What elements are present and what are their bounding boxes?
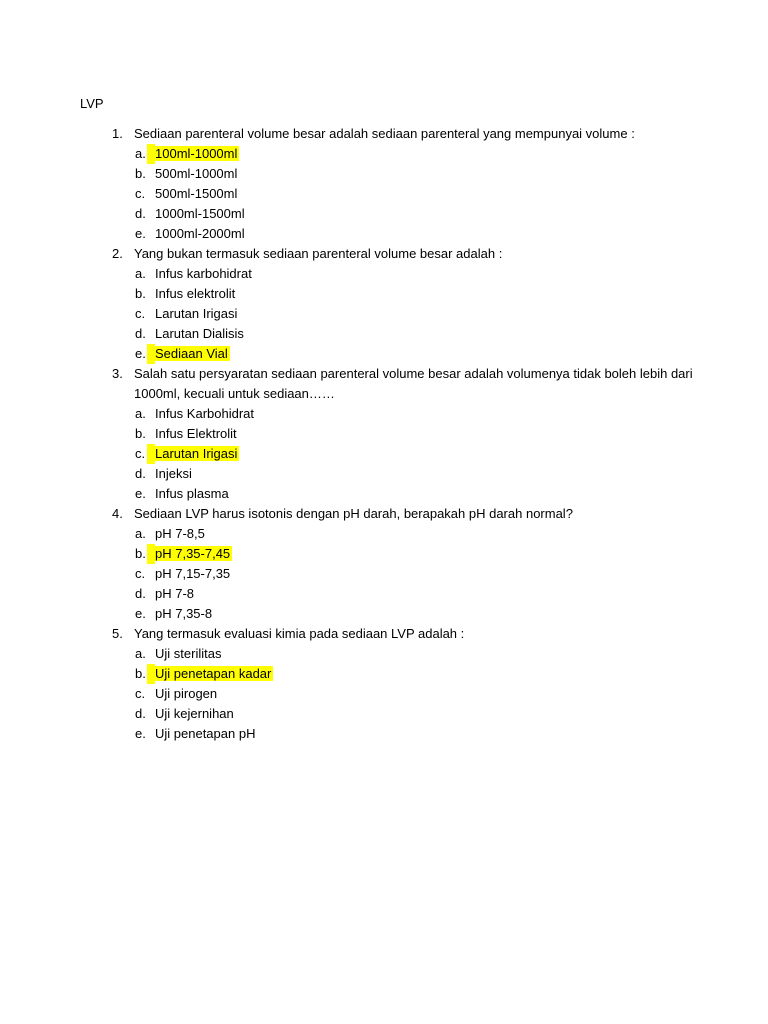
option-text: pH 7-8	[155, 586, 195, 601]
option-letter: c.	[135, 444, 155, 464]
option-letter: b.	[135, 286, 146, 301]
option-text-highlighted: 100ml-1000ml	[152, 146, 239, 161]
question-4	[80, 504, 700, 624]
option-e	[80, 224, 700, 244]
option-text: Uji kejernihan	[155, 706, 234, 721]
option-text: Injeksi	[155, 466, 192, 481]
option-list	[80, 404, 700, 504]
option-letter: a.	[135, 144, 155, 164]
option-text-highlighted: Uji penetapan kadar	[152, 666, 273, 681]
option-text: Larutan Dialisis	[155, 326, 244, 341]
question-text: Yang termasuk evaluasi kimia pada sediaan LVP adalah :	[134, 626, 465, 641]
option-b	[80, 664, 700, 684]
option-text: Infus plasma	[155, 486, 229, 501]
question-stem	[80, 624, 700, 644]
option-d	[80, 464, 700, 484]
option-text: 1000ml-2000ml	[155, 226, 245, 241]
question-stem	[80, 504, 700, 524]
question-3	[80, 364, 700, 504]
question-text: Sediaan LVP harus isotonis dengan pH darah, berapakah pH darah normal?	[134, 506, 573, 521]
option-a	[80, 264, 700, 284]
option-c	[80, 184, 700, 204]
option-d	[80, 204, 700, 224]
option-c	[80, 444, 700, 464]
option-letter: b.	[135, 426, 146, 441]
option-text: pH 7,15-7,35	[155, 566, 231, 581]
option-text: pH 7,35-8	[155, 606, 213, 621]
option-list	[80, 524, 700, 624]
option-letter: c.	[135, 306, 146, 321]
option-letter: b.	[135, 544, 155, 564]
option-letter: e.	[135, 726, 146, 741]
option-letter: d.	[135, 206, 146, 221]
option-text-highlighted: pH 7,35-7,45	[152, 546, 232, 561]
option-letter: e.	[135, 226, 146, 241]
option-d	[80, 704, 700, 724]
option-text: 500ml-1500ml	[155, 186, 238, 201]
option-e	[80, 344, 700, 364]
option-text: Uji sterilitas	[155, 646, 222, 661]
option-e	[80, 724, 700, 744]
option-letter: e.	[135, 486, 146, 501]
question-text: Sediaan parenteral volume besar adalah sediaan parenteral yang mempunyai volume :	[134, 126, 635, 141]
question-number: 1.	[112, 126, 123, 141]
option-text: Infus elektrolit	[155, 286, 236, 301]
option-b	[80, 544, 700, 564]
option-list	[80, 144, 700, 244]
question-number: 4.	[112, 506, 123, 521]
question-stem	[80, 364, 700, 404]
option-letter: d.	[135, 586, 146, 601]
question-number: 2.	[112, 246, 123, 261]
question-number: 5.	[112, 626, 123, 641]
option-text: Infus Karbohidrat	[155, 406, 255, 421]
option-c	[80, 304, 700, 324]
question-number: 3.	[112, 366, 123, 381]
option-a	[80, 144, 700, 164]
option-a	[80, 404, 700, 424]
question-text: Salah satu persyaratan sediaan parenteral volume besar adalah volumenya tidak boleh lebih dari 1000ml, kecuali untuk sediaan……	[134, 366, 693, 401]
option-text: 500ml-1000ml	[155, 166, 238, 181]
option-b	[80, 284, 700, 304]
document-title: LVP	[80, 96, 104, 111]
question-1	[80, 124, 700, 244]
option-text: 1000ml-1500ml	[155, 206, 245, 221]
option-a	[80, 644, 700, 664]
question-stem	[80, 124, 700, 144]
option-b	[80, 424, 700, 444]
option-letter: b.	[135, 664, 155, 684]
option-list	[80, 644, 700, 744]
option-letter: a.	[135, 526, 146, 541]
option-text: Larutan Irigasi	[155, 306, 238, 321]
option-letter: c.	[135, 186, 146, 201]
option-letter: d.	[135, 326, 146, 341]
question-2	[80, 244, 700, 364]
option-letter: a.	[135, 406, 146, 421]
option-letter: c.	[135, 686, 146, 701]
option-c	[80, 684, 700, 704]
option-letter: a.	[135, 266, 146, 281]
option-letter: e.	[135, 344, 155, 364]
option-letter: e.	[135, 606, 146, 621]
option-c	[80, 564, 700, 584]
question-stem	[80, 244, 700, 264]
question-5	[80, 624, 700, 744]
option-text: Uji pirogen	[155, 686, 218, 701]
option-letter: d.	[135, 706, 146, 721]
question-list	[80, 124, 700, 744]
option-letter: b.	[135, 166, 146, 181]
option-text: Uji penetapan pH	[155, 726, 256, 741]
option-list	[80, 264, 700, 364]
option-letter: a.	[135, 646, 146, 661]
option-letter: c.	[135, 566, 146, 581]
option-e	[80, 484, 700, 504]
option-e	[80, 604, 700, 624]
option-d	[80, 584, 700, 604]
option-text: Infus Elektrolit	[155, 426, 237, 441]
option-text: Infus karbohidrat	[155, 266, 252, 281]
option-text: pH 7-8,5	[155, 526, 205, 541]
option-text-highlighted: Larutan Irigasi	[152, 446, 239, 461]
option-letter: d.	[135, 466, 146, 481]
option-text-highlighted: Sediaan Vial	[152, 346, 230, 361]
option-b	[80, 164, 700, 184]
option-a	[80, 524, 700, 544]
question-text: Yang bukan termasuk sediaan parenteral volume besar adalah :	[134, 246, 503, 261]
option-d	[80, 324, 700, 344]
